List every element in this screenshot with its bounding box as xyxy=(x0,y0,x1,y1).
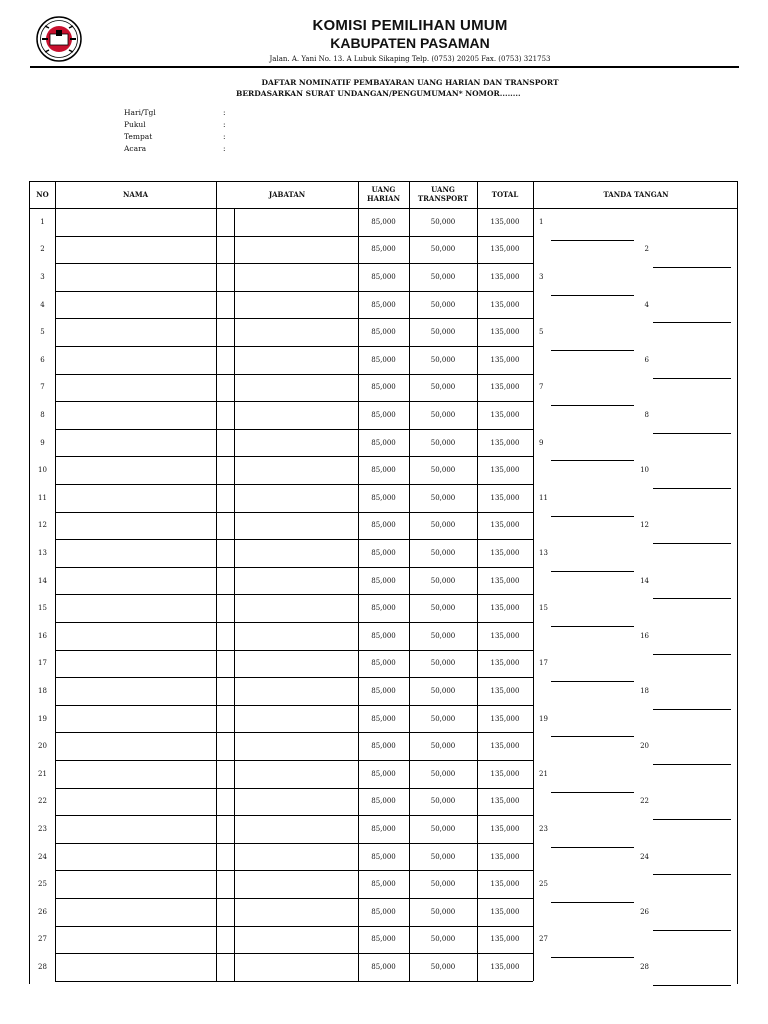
total-value: 135,000 xyxy=(490,769,520,778)
uang-harian-value: 85,000 xyxy=(371,659,396,668)
signature-line xyxy=(551,626,634,627)
uang-harian-value: 85,000 xyxy=(371,383,396,392)
column-divider xyxy=(216,182,217,981)
table-row-line xyxy=(55,346,533,347)
signature-line xyxy=(551,736,634,737)
signature-number: 6 xyxy=(644,355,649,364)
uang-harian-value: 85,000 xyxy=(371,521,396,530)
row-number: 26 xyxy=(38,907,47,916)
signature-line xyxy=(551,460,634,461)
signature-line xyxy=(653,598,731,599)
table-row-line xyxy=(55,484,533,485)
row-number: 21 xyxy=(38,769,47,778)
header-nama: NAMA xyxy=(122,190,148,199)
signature-number: 25 xyxy=(539,880,548,889)
uang-harian-value: 85,000 xyxy=(371,880,396,889)
uang-transport-value: 50,000 xyxy=(430,825,456,833)
total-value: 135,000 xyxy=(490,549,520,557)
uang-transport-value: 50,000 xyxy=(430,576,456,585)
uang-harian-value: 85,000 xyxy=(371,687,396,695)
table-row-line xyxy=(55,401,533,402)
kpu-logo-icon xyxy=(35,16,83,62)
total-value: 135,000 xyxy=(490,935,520,944)
row-number: 12 xyxy=(38,521,47,530)
signature-number: 20 xyxy=(640,742,649,751)
uang-harian-value: 85,000 xyxy=(371,328,396,337)
signature-line xyxy=(551,847,634,848)
uang-transport-value: 50,000 xyxy=(430,659,456,668)
total-value: 135,000 xyxy=(490,907,520,916)
signature-line xyxy=(551,405,634,406)
signature-number: 15 xyxy=(539,604,548,613)
row-number: 4 xyxy=(40,300,45,309)
uang-transport-value: 50,000 xyxy=(430,217,456,226)
signature-number: 16 xyxy=(640,631,649,640)
table-row-line xyxy=(55,981,533,982)
table-row-line xyxy=(55,622,533,623)
uang-transport-value: 50,000 xyxy=(430,769,456,778)
uang-transport-value: 50,000 xyxy=(430,714,456,723)
total-value: 135,000 xyxy=(490,355,520,364)
signature-number: 28 xyxy=(640,963,649,971)
uang-harian-value: 85,000 xyxy=(371,549,396,557)
total-value: 135,000 xyxy=(490,411,520,419)
uang-harian-value: 85,000 xyxy=(371,714,396,723)
table-row-line xyxy=(55,898,533,899)
table-row-line xyxy=(55,788,533,789)
table-row-line xyxy=(55,318,533,319)
info-label: Pukul xyxy=(124,120,146,129)
table-row-line xyxy=(55,539,533,540)
signature-number: 12 xyxy=(640,521,649,530)
total-value: 135,000 xyxy=(490,521,520,530)
signature-line xyxy=(551,240,634,241)
uang-harian-value: 85,000 xyxy=(371,935,396,944)
signature-number: 23 xyxy=(539,825,548,833)
signature-line xyxy=(653,543,731,544)
row-number: 22 xyxy=(38,797,47,806)
table-row-line xyxy=(55,429,533,430)
signature-line xyxy=(653,874,731,875)
signature-line xyxy=(551,516,634,517)
signature-number: 4 xyxy=(644,300,649,309)
column-divider xyxy=(55,182,56,981)
header-tanda-tangan: TANDA TANGAN xyxy=(603,190,669,199)
signature-number: 26 xyxy=(640,907,649,916)
header-uang-harian: UANG HARIAN xyxy=(367,185,400,203)
uang-harian-value: 85,000 xyxy=(371,604,396,613)
signature-number: 3 xyxy=(539,273,544,281)
total-value: 135,000 xyxy=(490,245,520,254)
signature-number: 5 xyxy=(539,328,544,337)
row-number: 27 xyxy=(38,935,47,944)
header-divider-thick xyxy=(30,66,739,68)
uang-harian-value: 85,000 xyxy=(371,273,396,281)
table-row-line xyxy=(55,815,533,816)
signature-number: 2 xyxy=(644,245,649,254)
uang-harian-value: 85,000 xyxy=(371,411,396,419)
signature-line xyxy=(653,930,731,931)
table-row-line xyxy=(55,650,533,651)
table-row-line xyxy=(55,263,533,264)
total-value: 135,000 xyxy=(490,797,520,806)
org-name: KOMISI PEMILIHAN UMUM xyxy=(312,17,508,34)
uang-transport-value: 50,000 xyxy=(430,935,456,944)
signature-number: 21 xyxy=(539,769,548,778)
signature-line xyxy=(551,792,634,793)
table-row-line xyxy=(55,760,533,761)
total-value: 135,000 xyxy=(490,273,520,281)
total-value: 135,000 xyxy=(490,466,520,475)
row-number: 17 xyxy=(38,659,47,668)
table-row-line xyxy=(55,705,533,706)
uang-harian-value: 85,000 xyxy=(371,245,396,254)
total-value: 135,000 xyxy=(490,631,520,640)
table-row-line xyxy=(55,870,533,871)
signature-line xyxy=(551,571,634,572)
total-value: 135,000 xyxy=(490,659,520,668)
uang-transport-value: 50,000 xyxy=(430,273,456,281)
signature-line xyxy=(653,985,731,986)
signature-number: 19 xyxy=(539,714,548,723)
row-number: 8 xyxy=(40,411,45,419)
uang-harian-value: 85,000 xyxy=(371,797,396,806)
uang-transport-value: 50,000 xyxy=(430,493,456,502)
signature-number: 13 xyxy=(539,549,548,557)
document-subtitle: BERDASARKAN SURAT UNDANGAN/PENGUMUMAN* NOMOR........ xyxy=(236,89,521,98)
table-row-line xyxy=(55,374,533,375)
table-row-line xyxy=(55,926,533,927)
signature-line xyxy=(551,350,634,351)
uang-transport-value: 50,000 xyxy=(430,963,456,971)
signature-line xyxy=(551,902,634,903)
uang-transport-value: 50,000 xyxy=(430,245,456,254)
total-value: 135,000 xyxy=(490,742,520,751)
row-number: 28 xyxy=(38,963,47,971)
table-row-line xyxy=(55,594,533,595)
total-value: 135,000 xyxy=(490,328,520,337)
uang-harian-value: 85,000 xyxy=(371,769,396,778)
signature-number: 7 xyxy=(539,383,544,392)
uang-harian-value: 85,000 xyxy=(371,466,396,475)
info-label: Acara xyxy=(124,144,147,153)
table-row-line xyxy=(55,677,533,678)
row-number: 1 xyxy=(40,217,45,226)
row-number: 2 xyxy=(40,245,45,254)
signature-line xyxy=(551,681,634,682)
info-label: Tempat xyxy=(124,132,153,141)
total-value: 135,000 xyxy=(490,217,520,226)
total-value: 135,000 xyxy=(490,493,520,502)
uang-harian-value: 85,000 xyxy=(371,493,396,502)
uang-transport-value: 50,000 xyxy=(430,631,456,640)
signature-number: 24 xyxy=(640,852,649,861)
uang-transport-value: 50,000 xyxy=(430,549,456,557)
info-label: Hari/Tgl xyxy=(124,108,156,117)
info-colon: : xyxy=(223,144,226,153)
column-divider xyxy=(533,182,534,981)
row-number: 25 xyxy=(38,880,47,889)
table-row-line xyxy=(55,732,533,733)
row-number: 3 xyxy=(40,273,45,281)
header-no: NO xyxy=(36,190,49,199)
total-value: 135,000 xyxy=(490,880,520,889)
signature-number: 8 xyxy=(644,411,649,419)
uang-transport-value: 50,000 xyxy=(430,383,456,392)
row-number: 20 xyxy=(38,742,47,751)
row-number: 6 xyxy=(40,355,45,364)
header-jabatan: JABATAN xyxy=(268,190,306,199)
total-value: 135,000 xyxy=(490,300,520,309)
signature-number: 1 xyxy=(539,217,544,226)
signature-line xyxy=(551,957,634,958)
row-number: 24 xyxy=(38,852,47,861)
header-uang-transport: UANG TRANSPORT xyxy=(417,185,469,203)
uang-transport-value: 50,000 xyxy=(430,328,456,337)
total-value: 135,000 xyxy=(490,687,520,695)
payment-table xyxy=(29,181,738,984)
total-value: 135,000 xyxy=(490,852,520,861)
uang-transport-value: 50,000 xyxy=(430,852,456,861)
uang-transport-value: 50,000 xyxy=(430,466,456,475)
uang-transport-value: 50,000 xyxy=(430,411,456,419)
signature-line xyxy=(653,433,731,434)
uang-transport-value: 50,000 xyxy=(430,687,456,695)
uang-harian-value: 85,000 xyxy=(371,438,396,447)
uang-transport-value: 50,000 xyxy=(430,355,456,364)
row-number: 13 xyxy=(38,549,47,557)
row-number: 18 xyxy=(38,687,47,695)
uang-harian-value: 85,000 xyxy=(371,907,396,916)
signature-line xyxy=(653,764,731,765)
table-row-line xyxy=(55,512,533,513)
uang-harian-value: 85,000 xyxy=(371,217,396,226)
uang-harian-value: 85,000 xyxy=(371,300,396,309)
uang-harian-value: 85,000 xyxy=(371,355,396,364)
uang-transport-value: 50,000 xyxy=(430,521,456,530)
header-row-line xyxy=(30,208,737,209)
uang-transport-value: 50,000 xyxy=(430,604,456,613)
row-number: 14 xyxy=(38,576,47,585)
uang-harian-value: 85,000 xyxy=(371,852,396,861)
signature-number: 11 xyxy=(539,493,548,502)
signature-line xyxy=(653,654,731,655)
total-value: 135,000 xyxy=(490,714,520,723)
row-number: 11 xyxy=(38,493,47,502)
total-value: 135,000 xyxy=(490,383,520,392)
table-row-line xyxy=(55,843,533,844)
total-value: 135,000 xyxy=(490,576,520,585)
uang-harian-value: 85,000 xyxy=(371,742,396,751)
row-number: 5 xyxy=(40,328,45,337)
uang-transport-value: 50,000 xyxy=(430,797,456,806)
signature-number: 22 xyxy=(640,797,649,806)
total-value: 135,000 xyxy=(490,963,520,971)
uang-transport-value: 50,000 xyxy=(430,438,456,447)
info-colon: : xyxy=(223,132,226,141)
signature-number: 14 xyxy=(640,576,649,585)
uang-harian-value: 85,000 xyxy=(371,576,396,585)
info-colon: : xyxy=(223,108,226,117)
uang-transport-value: 50,000 xyxy=(430,300,456,309)
document-title: DAFTAR NOMINATIF PEMBAYARAN UANG HARIAN DAN TRANSPORT xyxy=(261,78,559,87)
row-number: 19 xyxy=(38,714,47,723)
row-number: 10 xyxy=(38,466,47,475)
row-number: 15 xyxy=(38,604,47,613)
total-value: 135,000 xyxy=(490,604,520,613)
signature-line xyxy=(653,378,731,379)
table-row-line xyxy=(55,567,533,568)
header-total: TOTAL xyxy=(491,190,519,199)
row-number: 23 xyxy=(38,825,47,833)
uang-transport-value: 50,000 xyxy=(430,907,456,916)
table-row-line xyxy=(55,953,533,954)
row-number: 16 xyxy=(38,631,47,640)
uang-harian-value: 85,000 xyxy=(371,631,396,640)
signature-number: 10 xyxy=(640,466,649,475)
signature-line xyxy=(653,488,731,489)
uang-harian-value: 85,000 xyxy=(371,825,396,833)
row-number: 9 xyxy=(40,438,45,447)
table-row-line xyxy=(55,236,533,237)
uang-harian-value: 85,000 xyxy=(371,963,396,971)
signature-number: 27 xyxy=(539,935,548,944)
signature-line xyxy=(653,267,731,268)
signature-line xyxy=(653,322,731,323)
signature-number: 17 xyxy=(539,659,548,668)
table-row-line xyxy=(55,456,533,457)
row-number: 7 xyxy=(40,383,45,392)
info-colon: : xyxy=(223,120,226,129)
total-value: 135,000 xyxy=(490,438,520,447)
signature-line xyxy=(653,819,731,820)
org-address: Jalan. A. Yani No. 13. A Lubuk Sikaping Telp. (0753) 20205 Fax. (0753) 321753 xyxy=(269,55,551,63)
signature-number: 18 xyxy=(640,687,649,695)
org-region: KABUPATEN PASAMAN xyxy=(330,35,490,51)
signature-number: 9 xyxy=(539,438,544,447)
uang-transport-value: 50,000 xyxy=(430,880,456,889)
table-row-line xyxy=(55,291,533,292)
signature-line xyxy=(653,709,731,710)
uang-transport-value: 50,000 xyxy=(430,742,456,751)
total-value: 135,000 xyxy=(490,825,520,833)
signature-line xyxy=(551,295,634,296)
